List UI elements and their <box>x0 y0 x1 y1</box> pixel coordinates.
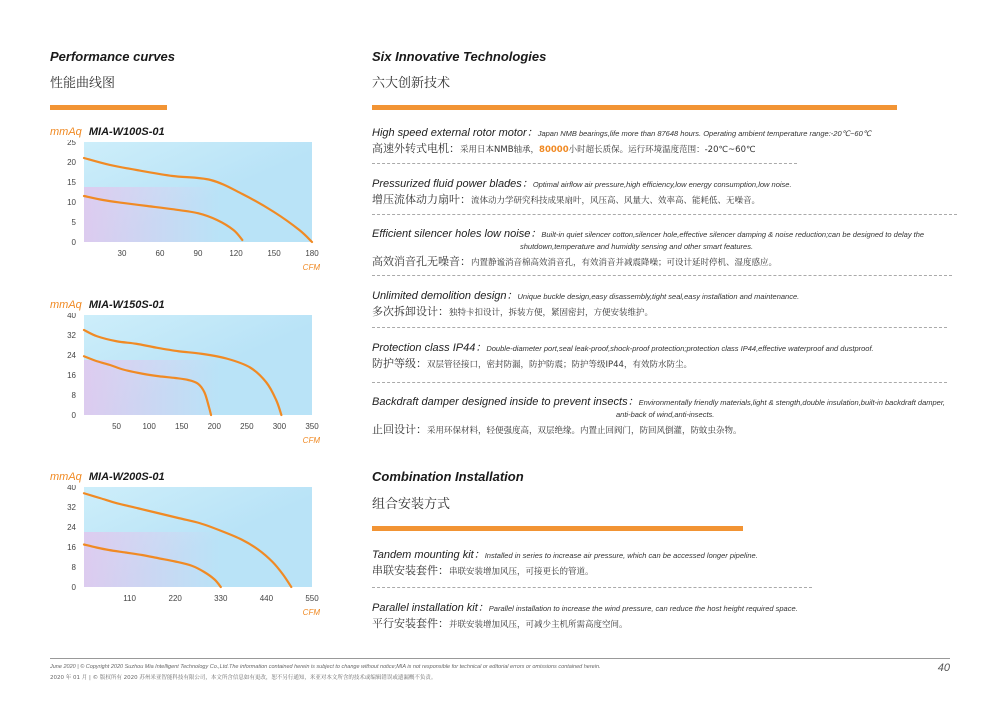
chart-3-x-tick-label: 440 <box>259 594 274 603</box>
performance-chart-w100s <box>50 140 330 285</box>
chart-1-y-tick-label: 5 <box>71 218 76 227</box>
chart-2-y-tick-label: 24 <box>67 351 76 360</box>
tech-divider-1 <box>372 163 797 164</box>
tech-5-desc-cn: 双层管径接口，密封防漏，防护防震；防护等级IP44，有效防水防尘。 <box>427 360 692 370</box>
tech-2-title-cn: 增压流体动力扇叶 <box>372 193 460 206</box>
tech-divider-4 <box>372 327 947 328</box>
tech-6-title-cn: 止回设计 <box>372 423 416 436</box>
chart-3-y-tick-label: 0 <box>71 583 76 592</box>
kit-2-desc-en: Parallel installation to increase the wind pressure, can reduce the host height required space. <box>488 604 798 613</box>
tech-1-desc-en: Japan NMB bearings,life more than 87648 hours. Operating ambient temperature range:-20℃~60℃ <box>537 129 872 138</box>
kit-2-title-cn: 平行安装套件 <box>372 617 438 630</box>
chart-3-x-axis-label: CFM <box>302 608 320 617</box>
tech-item-backdraft: Backdraft damper designed inside to prevent insects：Environmentally friendly materials,light & stength,double insulation,built-in backdraft damper, anti-back of wind,anti-insects. 止回设计：采用环保材料，轻便强度高，双层绝缘。内置止回阀门，防回风倒灌，防蚊虫杂物。 <box>372 396 946 436</box>
chart-3-x-tick-label: 330 <box>214 594 228 603</box>
chart-2-x-tick-label: 250 <box>240 422 254 431</box>
tech-3-title-en: Efficient silencer holes low noise <box>372 228 531 240</box>
page-number: 40 <box>937 662 950 674</box>
tech-1-title-cn: 高速外转式电机 <box>372 142 449 155</box>
chart-2-x-tick-label: 100 <box>142 422 156 431</box>
tech-4-desc-cn: 独特卡扣设计，拆装方便，紧固密封，方便安装维护。 <box>449 308 654 318</box>
kit-item-tandem: Tandem mounting kit：Installed in series to increase air pressure, which can be accessed longer pipeline. 串联安装套件：串联安装增加风压，可接更长的管道。 <box>372 549 758 577</box>
tech-item-blades: Pressurized fluid power blades：Optimal airflow air pressure,high efficiency,low energy consumption,low noise. 增压流体动力扇叶：流体动力学研究科技成果扇叶，风压高、风量大、效率高、能耗低、无噪音。 <box>372 178 792 206</box>
tech-divider-2 <box>372 214 957 215</box>
tech-divider-3 <box>372 275 952 276</box>
chart-1-y-tick-label: 20 <box>67 158 76 167</box>
footer-text-cn: © 版权所有 2020 苏州米亚智能科技有限公司，本文所含信息如有更改，恕不另行通知，米亚对本文所含的技术或编辑错误或遗漏概不负责。 <box>92 675 437 681</box>
chart-2-y-tick-label: 40 <box>67 313 76 320</box>
kit-divider <box>372 587 812 588</box>
tech-3-title-cn: 高效消音孔无噪音 <box>372 255 460 268</box>
combo-divider <box>372 526 743 531</box>
chart-2-y-tick-label: 32 <box>67 331 76 340</box>
kit-1-desc-cn: 串联安装增加风压，可接更长的管道。 <box>449 567 594 577</box>
performance-title-cn: 性能曲线图 <box>50 76 116 91</box>
chart-3-unit: mmAq <box>50 471 82 483</box>
chart-2-x-tick-label: 150 <box>175 422 189 431</box>
tech-6-title-en: Backdraft damper designed inside to prevent insects <box>372 396 628 408</box>
chart-2-x-axis-label: CFM <box>302 436 320 445</box>
tech-1-title-en: High speed external rotor motor <box>372 127 527 139</box>
chart-1-y-tick-label: 25 <box>67 140 76 147</box>
chart-1-x-axis-label: CFM <box>302 263 320 272</box>
chart-1-x-tick-label: 90 <box>193 249 203 258</box>
chart-3-y-tick-label: 32 <box>67 503 76 512</box>
tech-2-title-en: Pressurized fluid power blades <box>372 178 522 190</box>
chart-2-y-tick-label: 16 <box>67 371 76 380</box>
tech-4-title-cn: 多次拆卸设计 <box>372 305 438 318</box>
kit-2-title-en: Parallel installation kit <box>372 602 478 614</box>
kit-1-title-en: Tandem mounting kit <box>372 549 474 561</box>
chart-1-y-tick-label: 15 <box>67 178 76 187</box>
tech-item-motor: High speed external rotor motor：Japan NMB bearings,life more than 87648 hours. Operating ambient temperature range:-20℃~60℃ 高速外转式电机：采用日本NMB轴承，80000小时超长质保。运行环境温度范围：-20℃~60℃ <box>372 127 872 155</box>
chart-3-x-tick-label: 110 <box>123 594 136 603</box>
chart-2-x-tick-label: 350 <box>305 422 319 431</box>
chart-1-x-tick-label: 60 <box>155 249 165 258</box>
chart-3-y-tick-label: 40 <box>67 485 76 492</box>
tech-1-desc-cn-highlight: 80000 <box>539 145 569 155</box>
chart-3-model: MIA-W200S-01 <box>88 471 165 483</box>
chart-2-x-tick-label: 200 <box>207 422 221 431</box>
tech-6-desc-cn: 采用环保材料，轻便强度高，双层绝缘。内置止回阀门，防回风倒灌，防蚊虫杂物。 <box>427 426 742 436</box>
chart-2-title <box>50 299 165 311</box>
chart-3-x-tick-label: 550 <box>305 594 319 603</box>
chart-1-y-tick-label: 0 <box>71 238 76 247</box>
chart-1-title <box>50 126 165 138</box>
chart-3-y-tick-label: 16 <box>67 543 76 552</box>
chart-2-y-tick-label: 8 <box>71 391 76 400</box>
tech-title-en: Six Innovative Technologies <box>372 49 547 64</box>
chart-2-x-tick-label: 50 <box>112 422 122 431</box>
tech-3-desc-cn: 内置静谧消音棉高效消音孔，有效消音并减震降噪；可设计延时停机、湿度感应。 <box>471 258 778 268</box>
footer-text-en: © Copyright 2020 Suzhou Mia Intelligent Technology Co.,Ltd.The information contained herein is subject to change without notice;MIA is not responsible for technical or editorial errors or omissions contained herein. <box>80 664 601 670</box>
tech-item-silencer: Efficient silencer holes low noise：Built-in quiet silencer cotton,silencer hole,effective silencer damping & noise reduction;can be designed to delay the shutdown,temperature and humidity sensing and other smart features. 高效消音孔无噪音：内置静谧消音棉高效消音孔，有效消音并减震降噪；可设计延时停机、湿度感应。 <box>372 228 925 268</box>
chart-1-x-tick-label: 30 <box>117 249 127 258</box>
chart-1-y-tick-label: 10 <box>67 198 76 207</box>
performance-divider <box>50 105 167 110</box>
tech-item-demolition: Unlimited demolition design：Unique buckle design,easy disassembly,tight seal,easy installation and maintenance. 多次拆卸设计：独特卡扣设计，拆装方便，紧固密封，方便安装维护。 <box>372 290 800 318</box>
chart-3-y-tick-label: 8 <box>71 563 76 572</box>
chart-2-x-tick-label: 300 <box>272 422 287 431</box>
tech-divider-5 <box>372 382 947 383</box>
tech-1-desc-cn-b: 小时超长质保。运行环境温度范围：-20℃~60℃ <box>568 145 756 155</box>
tech-6-desc-en: Environmentally friendly materials,light & stength,double insulation,built-in backdraft damper, anti-back of wind,anti-insects. <box>616 398 946 419</box>
chart-3-x-tick-label: 220 <box>168 594 182 603</box>
tech-2-desc-cn: 流体动力学研究科技成果扇叶，风压高、风量大、效率高、能耗低、无噪音。 <box>471 196 761 206</box>
tech-4-title-en: Unlimited demolition design <box>372 290 507 302</box>
chart-2-y-tick-label: 0 <box>71 411 76 420</box>
tech-2-desc-en: Optimal airflow air pressure,high efficiency,low energy consumption,low noise. <box>532 180 792 189</box>
kit-1-desc-en: Installed in series to increase air pressure, which can be accessed longer pipeline. <box>484 551 758 560</box>
chart-1-unit: mmAq <box>50 126 82 138</box>
chart-1-x-tick-label: 120 <box>229 249 243 258</box>
tech-title-cn: 六大创新技术 <box>372 76 451 91</box>
chart-3-y-tick-label: 24 <box>67 523 76 532</box>
kit-1-title-cn: 串联安装套件 <box>372 564 438 577</box>
chart-1-model: MIA-W100S-01 <box>88 126 165 138</box>
performance-chart-w150s <box>50 313 330 458</box>
performance-title-en: Performance curves <box>50 49 176 64</box>
chart-2-unit: mmAq <box>50 299 82 311</box>
tech-3-desc-en: Built-in quiet silencer cotton,silencer hole,effective silencer damping & noise reduction;can be designed to delay the shutdown,temperature and humidity sensing and other smart features. <box>520 230 925 251</box>
tech-4-desc-en: Unique buckle design,easy disassembly,tight seal,easy installation and maintenance. <box>517 292 800 301</box>
footer-date-en: June 2020 <box>50 664 76 670</box>
tech-item-protection: Protection class IP44：Double-diameter port,seal leak-proof,shock-proof protection;protection class IP44,effective waterproof and dustproof. 防护等级：双层管径接口，密封防漏，防护防震；防护等级IP44，有效防水防尘。 <box>372 342 874 370</box>
footer-copyright-cn: 2020 年 01 月 | © 版权所有 2020 苏州米亚智能科技有限公司，本文所含信息如有更改，恕不另行通知，米亚对本文所含的技术或编辑错误或遗漏概不负责。 <box>50 675 437 681</box>
chart-2-model: MIA-W150S-01 <box>88 299 165 311</box>
chart-1-x-tick-label: 150 <box>267 249 281 258</box>
performance-chart-w200s <box>50 485 330 630</box>
tech-5-desc-en: Double-diameter port,seal leak-proof,shock-proof protection;protection class IP44,effective waterproof and dustproof. <box>486 344 874 353</box>
combo-title-en: Combination Installation <box>372 469 524 484</box>
kit-item-parallel: Parallel installation kit：Parallel installation to increase the wind pressure, can reduce the host height required space. 平行安装套件：并联安装增加风压，可减少主机所需高度空间。 <box>372 602 798 630</box>
chart-1-x-tick-label: 180 <box>305 249 319 258</box>
chart-3-title <box>50 471 165 483</box>
combo-title-cn: 组合安装方式 <box>372 497 451 512</box>
footer-rule <box>50 658 950 659</box>
tech-5-title-cn: 防护等级 <box>372 357 416 370</box>
tech-1-desc-cn-a: 采用日本NMB轴承， <box>460 145 540 155</box>
chart-3-plot-shade <box>84 532 312 587</box>
kit-2-desc-cn: 并联安装增加风压，可减少主机所需高度空间。 <box>449 620 628 630</box>
tech-divider <box>372 105 897 110</box>
footer-date-cn: 2020 年 01 月 <box>50 675 88 681</box>
tech-5-title-en: Protection class IP44 <box>372 342 476 354</box>
footer-copyright-en: June 2020 | © Copyright 2020 Suzhou Mia Intelligent Technology Co.,Ltd.The information contained herein is subject to change without notice;MIA is not responsible for technical or editorial errors or omissions contained herein. <box>50 664 601 670</box>
